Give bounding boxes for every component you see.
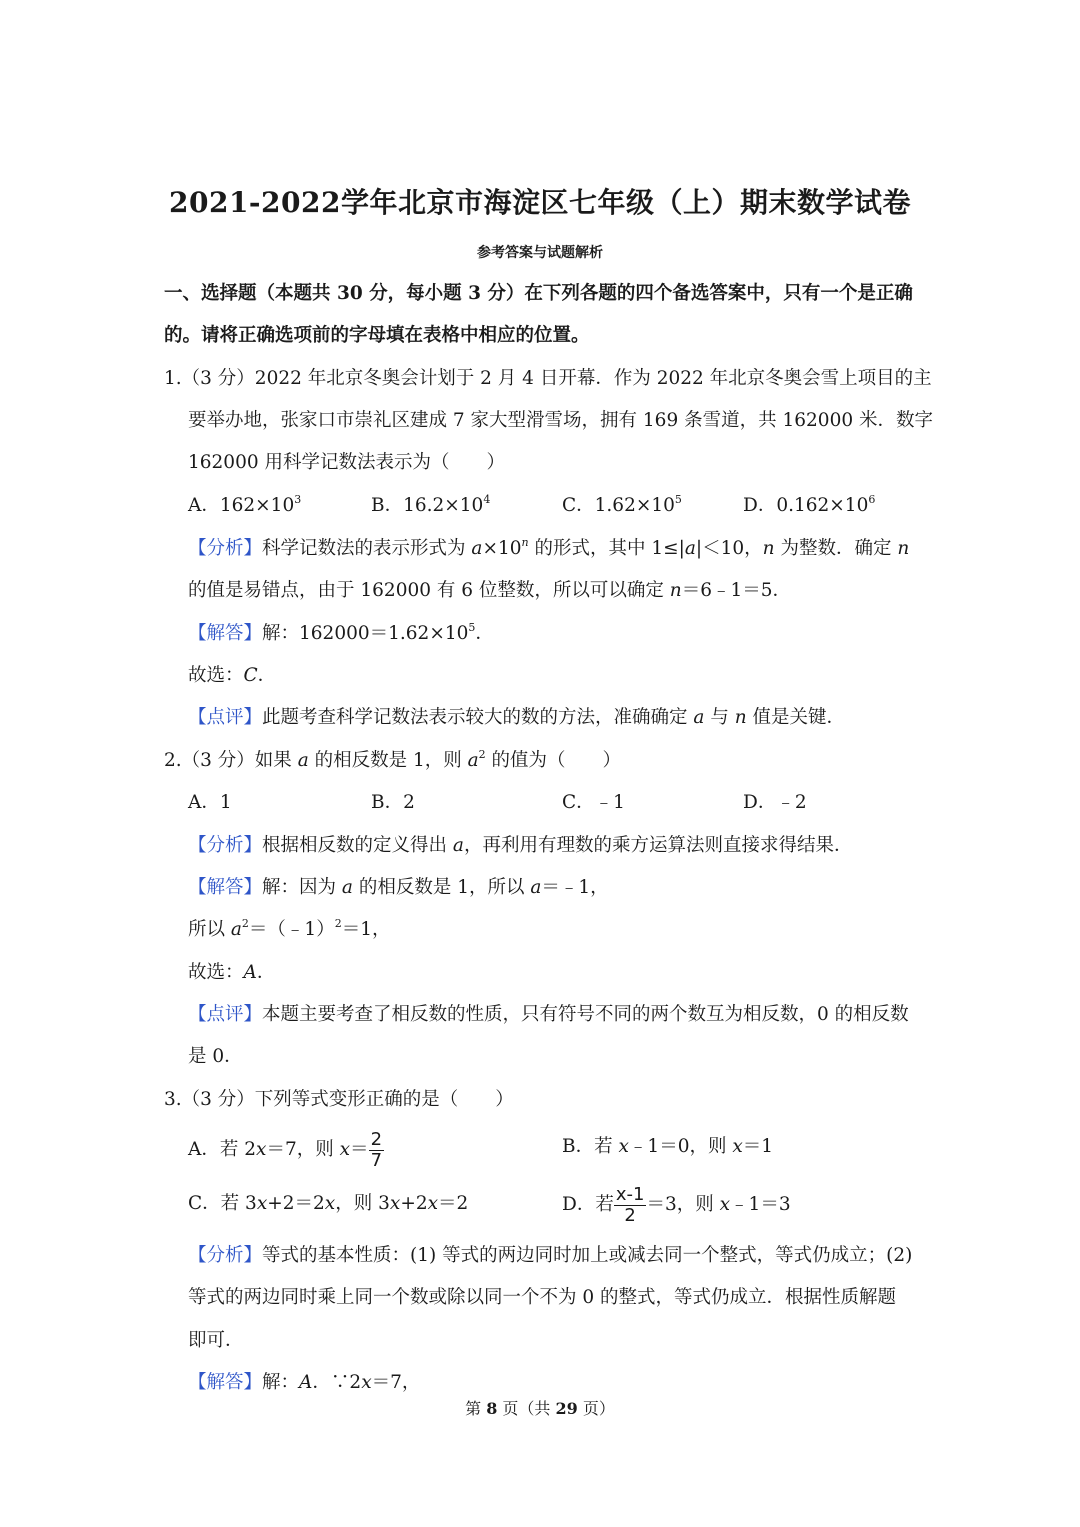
q2-comment-cont: 是 0． [188,1046,243,1067]
section-heading-line2: 的。请将正确选项前的字母填在表格中相应的位置。 [164,325,590,346]
q3-option-a: A．若 2x＝7，则 x＝ $\frac{2}{7}$ [188,1128,383,1171]
q2-analysis: 【分析】根据相反数的定义得出 a，再利用有理数的乘方运算法则直接求得结果． [188,835,853,856]
q2-option-d: D．﹣2 [743,792,807,813]
q1-option-d: D．$0.162\times 10^6$ [743,493,876,516]
page-title: 2021-2022学年北京市海淀区七年级（上）期末数学试卷 [169,186,911,219]
q3-option-d: D．若 $\frac{x-1}{2}$ ＝3，则 x﹣1＝3 [562,1183,791,1226]
answer-tag: 【解答】 [188,623,263,644]
fraction-x-minus-1-over-2: $\frac{x-1}{2}$ [615,1183,645,1226]
q1-option-c: C．$1.62\times 10^5$ [562,493,682,516]
q1-analysis: 【分析】科学记数法的表示形式为 $a\times 10^n$ 的形式，其中 1≤|a|＜10，n 为整数．确定 n [188,536,910,559]
q1-option-b: B．$16.2\times 10^4$ [371,493,491,516]
q3-option-c: C．若 3x+2＝2x，则 3x+2x＝2 [188,1193,469,1214]
q1-analysis-cont: 的值是易错点，由于 162000 有 6 位整数，所以可以确定 n＝6﹣1＝5． [188,580,792,601]
q2-answer-step: 所以 $a^2=(﹣1)^2=1$， [188,917,391,940]
q3-analysis-cont2: 即可． [188,1330,244,1351]
q2-comment: 【点评】本题主要考查了相反数的性质，只有符号不同的两个数互为相反数，0 的相反数 [188,1004,909,1025]
q1-stem-line2: 要举办地，张家口市崇礼区建成 7 家大型滑雪场，拥有 169 条雪道，共 162000 米．数字 [188,410,933,431]
q2-option-c: C．﹣1 [562,792,625,813]
q3-analysis-cont: 等式的两边同时乘上同一个数或除以同一个不为 0 的整式，等式仍成立．根据性质解题 [188,1287,897,1308]
q2-answer: 【解答】解：因为 a 的相反数是 1，所以 a＝﹣1， [188,877,609,898]
comment-tag: 【点评】 [188,707,263,728]
section-heading-line1: 一、选择题（本题共 30 分，每小题 3 分）在下列各题的四个备选答案中，只有一个是正确 [164,283,913,304]
q2-option-b: B．2 [371,792,415,813]
q1-stem-line1: 1.（3 分）2022 年北京冬奥会计划于 2 月 4 日开幕．作为 2022 年北京冬奥会雪上项目的主 [164,368,932,389]
q1-option-a: A．$162\times 10^3$ [188,493,302,516]
q2-choice: 故选：A． [188,962,276,983]
q1-answer: 【解答】解：$162000=1.62\times 10^5$． [188,621,494,644]
analysis-tag: 【分析】 [188,538,263,559]
fraction-2-over-7: $\frac{2}{7}$ [370,1128,383,1171]
page-number-footer: 第 8 页（共 29 页） [465,1399,615,1418]
q1-stem-line3: 162000 用科学记数法表示为（ ） [188,452,506,473]
q1-choice: 故选：C． [188,665,277,686]
q3-analysis: 【分析】等式的基本性质：(1) 等式的两边同时加上或减去同一个整式，等式仍成立；(2) [188,1245,913,1266]
q1-comment: 【点评】此题考查科学记数法表示较大的数的方法，准确确定 a 与 n 值是关键． [188,707,846,728]
q3-answer: 【解答】解：A．∵2x＝7， [188,1372,421,1393]
q3-stem: 3.（3 分）下列等式变形正确的是（ ） [164,1089,514,1110]
q2-stem: 2.（3 分）如果 a 的相反数是 1，则 $a^2$ 的值为（ ） [164,748,622,771]
page-subtitle: 参考答案与试题解析 [477,245,603,261]
q3-option-b: B．若 x﹣1＝0，则 x＝1 [562,1136,774,1157]
q2-option-a: A．1 [188,792,232,813]
